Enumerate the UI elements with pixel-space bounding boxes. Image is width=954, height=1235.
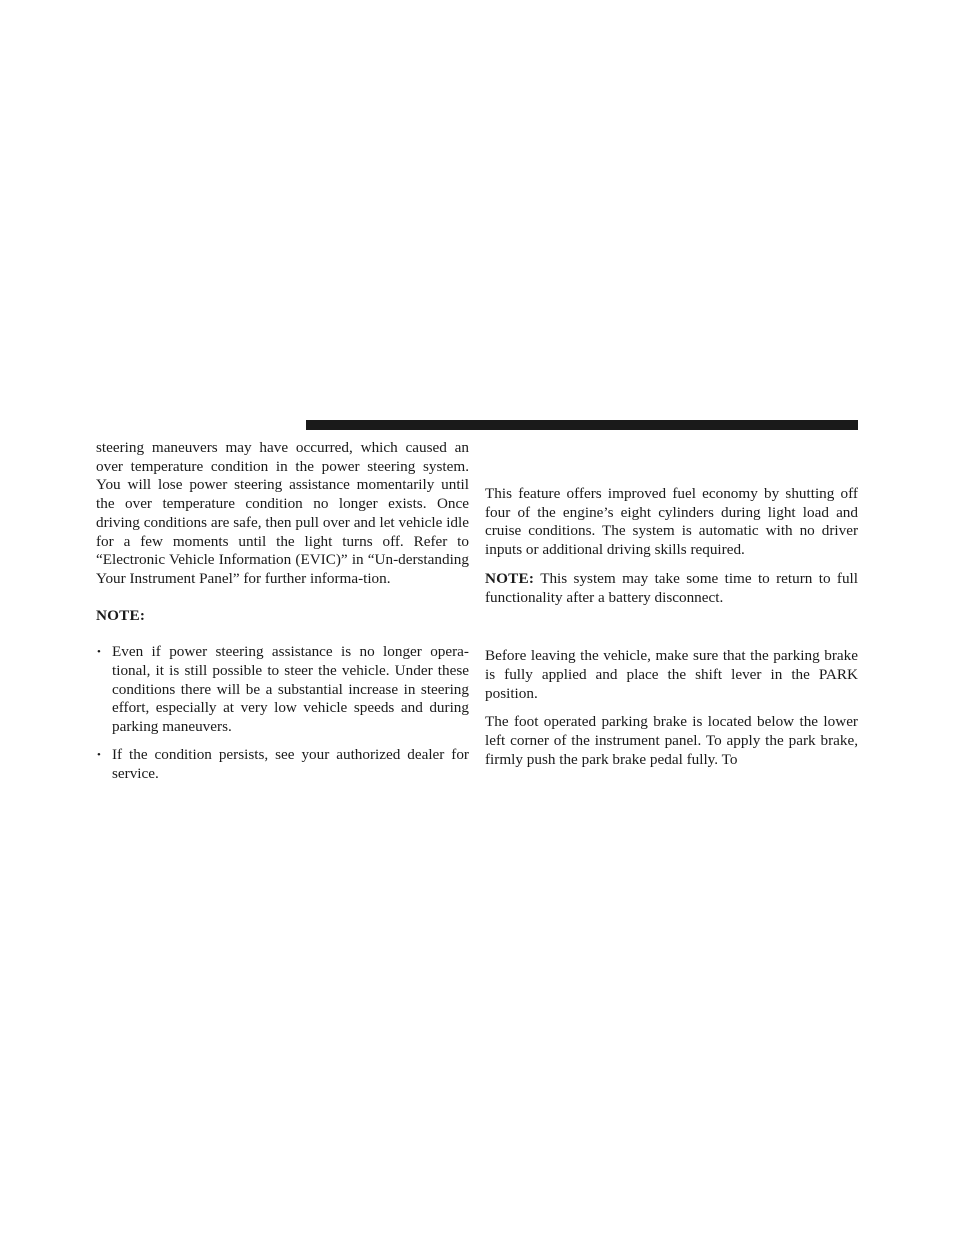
note-label: NOTE: (96, 606, 146, 624)
note-text: This system may take some time to return to full functionality after a battery disconnect. (485, 569, 858, 606)
note-label: NOTE: (485, 569, 535, 587)
left-column (96, 439, 469, 783)
bullet-icon: • (97, 646, 101, 659)
note-heading (96, 607, 469, 626)
list-item-text: If the condition persists, see your authorized dealer for service. (112, 745, 469, 782)
fuel-saver-paragraph: This feature offers improved fuel economy by shutting off four of the engine’s eight cylinders during light load and cruise conditions. The system is automatic with no driver inputs or additional driving skills required. (485, 485, 858, 559)
note-bullet-list (96, 643, 469, 783)
power-steering-paragraph: steering maneuvers may have occurred, which caused an over temperature condition in the power steering system. You will lose power steering assistance momentarily until the over temperature condition no longer exists. Once driving conditions are safe, then pull over and let vehicle idle for a few moments until the light turns off. Refer to “Electronic Vehicle Information (EVIC)” in “Un-derstanding Your Instrument Panel” for further informa-tion. (96, 439, 469, 587)
parking-brake-paragraph: Before leaving the vehicle, make sure that the parking brake is fully applied and place the shift lever in the PARK position. (485, 647, 858, 702)
list-item (96, 746, 469, 783)
right-column (485, 485, 858, 769)
fuel-saver-note (485, 570, 858, 607)
list-item (96, 643, 469, 737)
section-header-bar (306, 420, 858, 430)
list-item-text: Even if power steering assistance is no longer opera-tional, it is still possible to steer the vehicle. Under these conditions there will be a substantial increase in steering effort, especially at very low vehicle speeds and during parking maneuvers. (112, 643, 469, 736)
parking-brake-location-paragraph: The foot operated parking brake is located below the lower left corner of the instrument panel. To apply the park brake, firmly push the park brake pedal fully. To (485, 713, 858, 768)
bullet-icon: • (97, 748, 101, 761)
